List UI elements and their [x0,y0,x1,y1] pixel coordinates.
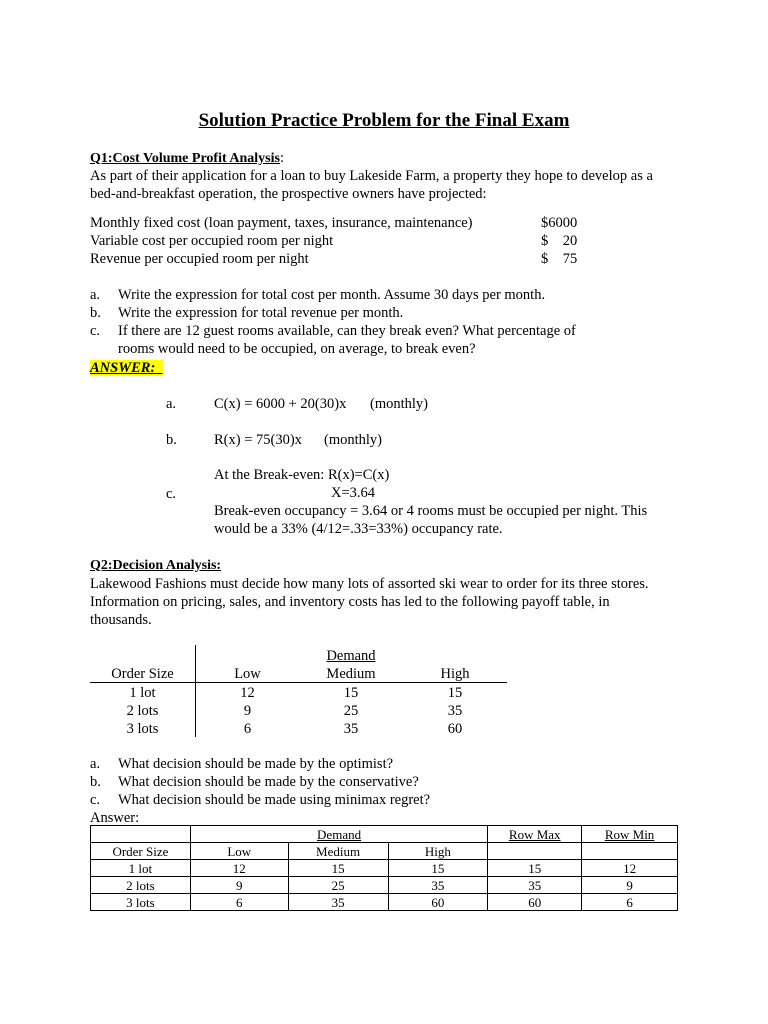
answer-b-letter: b. [166,432,177,448]
answer-b-formula: R(x) = 75(30)x [214,432,302,448]
q2-intro-line-3: thousands. [90,612,152,628]
payoff-cell: 12 [240,685,255,701]
answer-table-cell: 15 [288,860,388,877]
q2-question-a-letter: a. [90,756,101,772]
answer-table-row-max: 60 [488,894,582,911]
answer-table-cell: 6 [190,894,288,911]
answer-table-cell: 12 [190,860,288,877]
answer-c-line-1: At the Break-even: R(x)=C(x) [214,467,390,483]
payoff-row-label: 1 lot [129,685,156,701]
answer-table-empty-cell [488,843,582,860]
answer-table-col-low: Low [190,843,288,860]
q1-heading-line [90,149,284,168]
payoff-cell: 15 [343,685,359,701]
payoff-cell: 6 [243,721,252,737]
payoff-order-size-label: Order Size [111,666,174,682]
answer-table-row-label: 1 lot [91,860,191,877]
answer-a-letter: a. [166,396,177,412]
q2-heading: Q2:Decision Analysis: [90,558,222,573]
q1-answer-label: ANSWER: [90,360,156,376]
cost-value-fixed: $6000 [541,215,578,231]
q2-answer-label: Answer: [90,810,140,826]
payoff-cell: 25 [343,703,359,719]
answer-table-row-label: 3 lots [91,894,191,911]
answer-table-empty-cell [582,843,678,860]
answer-c-line-4: would be a 33% (4/12=.33=33%) occupancy rate. [214,521,503,537]
q1-question-a: Write the expression for total cost per month. Assume 30 days per month. [118,287,546,303]
answer-table-cell: 35 [288,894,388,911]
payoff-demand-label: Demand [326,648,376,664]
page-title: Solution Practice Problem for the Final Exam [198,110,570,131]
payoff-cell: 35 [447,703,463,719]
payoff-table-vertical-rule [195,645,196,737]
answer-table-header-row-1 [91,826,678,843]
payoff-cell: 15 [447,685,463,701]
answer-table [90,825,678,911]
cost-label-fixed: Monthly fixed cost (loan payment, taxes, insurance, maintenance) [90,215,473,231]
q1-answer-label-wrap [90,359,163,377]
answer-table-cell: 9 [190,877,288,894]
payoff-row-label: 3 lots [126,721,159,737]
q2-question-b-letter: b. [90,774,101,790]
q1-intro-line-2: bed-and-breakfast operation, the prospective owners have projected: [90,186,487,202]
cost-label-variable: Variable cost per occupied room per night [90,233,334,249]
answer-table-row-max: 35 [488,877,582,894]
q2-question-b: What decision should be made by the conservative? [118,774,419,790]
q1-heading-colon: : [279,150,284,166]
answer-table-cell: 15 [388,860,488,877]
answer-c-letter: c. [166,486,177,502]
answer-table-row-label: 2 lots [91,877,191,894]
payoff-cell: 9 [243,703,252,719]
q2-intro-line-2: Information on pricing, sales, and inventory costs has led to the following payoff table, in [90,594,610,610]
q1-question-c: If there are 12 guest rooms available, can they break even? What percentage of [118,323,576,339]
q2-intro-line-1: Lakewood Fashions must decide how many lots of assorted ski wear to order for its three stores. [90,576,649,592]
q1-question-c-cont: rooms would need to be occupied, on average, to break even? [118,341,476,357]
answer-table-row-min: 9 [582,877,678,894]
q1-question-b-letter: b. [90,305,101,321]
answer-table-demand-label: Demand [190,826,487,843]
table-row [91,877,678,894]
answer-table-cell: 35 [388,877,488,894]
q2-question-c: What decision should be made using minimax regret? [118,792,431,808]
answer-table-cell: 25 [288,877,388,894]
answer-table-row-max: 15 [488,860,582,877]
answer-table-col-medium: Medium [288,843,388,860]
payoff-cell: 35 [343,721,359,737]
answer-table-header-row-2 [91,843,678,860]
q1-question-a-letter: a. [90,287,101,303]
answer-a-note: (monthly) [370,396,428,412]
answer-table-row-max-label: Row Max [488,826,582,843]
answer-table-row-min: 6 [582,894,678,911]
answer-table-row-min-label: Row Min [582,826,678,843]
payoff-row-label: 2 lots [126,703,159,719]
q1-intro-line-1: As part of their application for a loan to buy Lakeside Farm, a property they hope to develop as a [90,168,653,184]
q1-question-c-letter: c. [90,323,101,339]
table-row [91,860,678,877]
payoff-col-medium: Medium [326,666,376,682]
cost-value-revenue: $ 75 [541,251,578,267]
cost-label-revenue: Revenue per occupied room per night [90,251,309,267]
q2-question-c-letter: c. [90,792,101,808]
answer-c-line-3: Break-even occupancy = 3.64 or 4 rooms must be occupied per night. This [214,503,648,519]
answer-table-order-size-label: Order Size [91,843,191,860]
q1-question-b: Write the expression for total revenue per month. [118,305,404,321]
payoff-cell: 60 [447,721,463,737]
answer-table-row-min: 12 [582,860,678,877]
cost-value-variable: $ 20 [541,233,578,249]
q2-question-a: What decision should be made by the optimist? [118,756,394,772]
table-row [91,894,678,911]
payoff-col-low: Low [234,666,261,682]
answer-table-cell: 60 [388,894,488,911]
answer-c-line-2: X=3.64 [331,485,376,501]
answer-table-empty-cell [91,826,191,843]
answer-a-formula: C(x) = 6000 + 20(30)x [214,396,347,412]
payoff-col-high: High [440,666,470,682]
answer-b-note: (monthly) [324,432,382,448]
q1-heading: Q1:Cost Volume Profit Analysis [90,151,280,166]
answer-table-col-high: High [388,843,488,860]
